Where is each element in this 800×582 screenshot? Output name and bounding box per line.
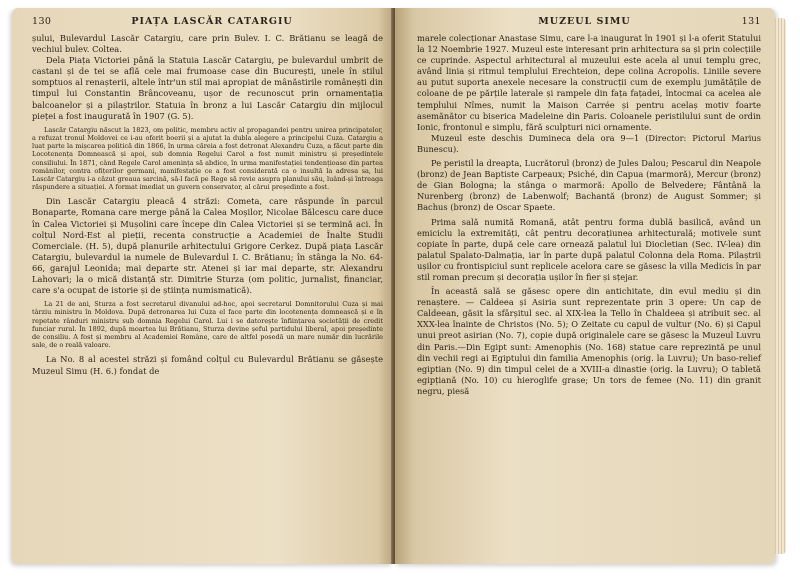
page-edges	[775, 18, 786, 554]
paragraph: La No. 8 al acestei străzi și fomând colțul cu Bulevardul Brătianu se găsește Muzeul Simu (H. 6.) fondat de	[32, 354, 383, 376]
right-page-header	[417, 16, 761, 27]
paragraph: Dela Piața Victoriei până la Statuia Lascăr Catargiu, pe bulevardul umbrit de castani și de tei se află cele mai frumoase case din București, unele în stilul somptuos al renașterii, altele într'un stil mai apropiat de mânăstirile românești din timpul lui Constantin Brâncoveanu, ușor de recunoscut prin ornamentația balcoanelor și a pilaștrilor. Statuia în bronz a lui Lascăr Catargiu din mijlocul pieței a fost inaugurată în 1907 (G. 5).	[32, 55, 383, 121]
footnote-paragraph: La 21 de ani, Sturza a fost secretarul divanului ad-hoc, apoi secretarul Domnitorului Cuza și mai târziu ministru în Moldova. După detronarea lui Cuza el face parte din locotenența domnească și e în repetate rânduri ministru sub domnia Regelui Carol. Lui i se datorește înființarea societății de credit funciar rural. În 1892, după moartea lui Brătianu, Sturza devine șeful partidului liberal, apoi președinte de consiliu. A fost și membru al Academiei Române, care de altfel posedă un mare număr din lucrările sale, de o reală valoare.	[32, 300, 383, 350]
paragraph: În această sală se găsesc opere din antichitate, din evul mediu și din renaștere. — Caldeea și Asiria sunt reprezentate prin 3 opere: Un cap de Caldeean, găsit la sfârșitul sec. al XIX-lea la Tello în Chaldeea și atribuit sec. al XXX-lea înainte de Christos (No. 5); O Zeitate cu capul de vultur (No. 6) și Capul unui preot asirian (No. 7), copie după originalele care se găsesc la Muzeul Luvru din Paris.—Din Egipt sunt: Amenophis (No. 168) statue care reprezintă pe unul din vechii regi ai Egiptului din familia Amenophis (orig. la Luvru); Un baso-relief egiptian (No. 9) din timpul celei de a XVIII-a dinastie (orig. la Luvru); O tabletă egipțiană (No. 10) cu hieroglife grase; Un tors de femee (No. 11) din granit negru, piesă	[417, 286, 761, 396]
left-page-text	[32, 33, 383, 377]
paragraph: Prima sală numită Romană, atât pentru forma dublă basilică, având un emiciclu la extremități, cât pentru decorațiunea arhitecturală; motivele sunt copiate în parte, după cele care ornează palatul lui Diocletian (Sec. IV-lea) din palatul Spalato-Dalmația, iar în parte după palatul Colonna dela Roma. Pilaștrii ușilor cu frontispiciul sunt replicele acelora care se găsesc la villa Medicis în par stil roman precum și decorația ușilor în fier și sțejar.	[417, 216, 761, 282]
paragraph: marele colecționar Anastase Simu, care l-a inaugurat în 1901 și l-a oferit Statului la 12 Noembrie 1927. Muzeul este interesant prin arhitectura sa și prin colecțiile ce cuprinde. Aspectul arhitectural al muzeului este acela al unui templu grec, având linia și ritmul templului Erechteion, depe colina Acropolis. Liniile severe au putut suporta anexele necesare la construcții cum de exemplu jumătățile de coloane de pe părțile laterale și rampele din fața fațadei, întocmai ca acelea ale templului Nîmes, numit la Maison Carrée și pentru acelaș motiv foarte asemănător cu biserica Madeleine din Paris. Coloanele peristilului sunt de ordin Ionic, frontonul e simplu, fără sculpturi nici ornamente.	[417, 33, 761, 132]
header-spacer	[417, 16, 427, 27]
paragraph: Muzeul este deschis Dumineca dela ora 9—1 (Director: Pictorul Marius Bunescu).	[417, 132, 761, 154]
footnote-paragraph: Lascăr Catargiu născut la 1823, om politic, membru activ al propagandei pentru unirea principatelor, a refuzat tronul Moldovei ce i-au oferit boerii și a ajutat la dubla alegere a principelui Cuza. Catargiu a luat parte la mișcarea politică din 1866, în urma căreia a fost detronat Alexandru Cuza, a făcut parte din Locotenența Domnească și apoi, sub domnia Regelui Carol a fost numit ministru și președintele consiliului. În 1871, când Regele Carol amenința să abdice, în urma manifestației tendențioase din partea românilor, contra ofițerilor germani, manifestație ce a fost considerată ca o insultă la adresa sa, lui Lascăr Catargiu i-a căzut greaua sarcină, să-l facă pe Rege să revie asupra planului său, luând-și întreaga răspundere a situației. A format imediat un guvern conservator, al cărui președinte a fost.	[32, 125, 383, 192]
left-page-number: 130	[32, 16, 52, 27]
paragraph: șului, Bulevardul Lascăr Catargiu, care prin Bulev. I. C. Brătianu se leagă de vechiul bulev. Coltea.	[32, 33, 383, 55]
paragraph: Din Lascăr Catargiu pleacă 4 străzi: Cometa, care răspunde în parcul Bonaparte, Romana care merge până la Calea Moșilor, Nicolae Bălcescu care duce în Calea Victoriei și Mușolini care începe din Calea Victoriei și se termină aci. În colțul Nord-Est al pieții, recenta construcție a Academiei de Înalte Studii Comerciale. (H. 5), după planurile arhitectului Grigore Cerkez. După piața Lascăr Catargiu, bulevardul ia numele de Bulevardul I. C. Brătianu; în stânga la No. 64-66, garajul Leonida; mai departe str. Atenei și iar mai departe, str. Alexandru Lahovari; la o mică distanță str. Dimitrie Sturza (om politic, jurnalist, financiar, care s'a ocupat de istorie și de știința numismatică).	[32, 196, 383, 296]
left-running-title: PIAȚA LASCĂR CATARGIU	[131, 16, 293, 27]
header-spacer	[373, 16, 383, 27]
right-page-number: 131	[741, 16, 761, 27]
right-page-text	[417, 33, 761, 397]
left-page	[12, 8, 393, 564]
paragraph: Pe peristil la dreapta, Lucrătorul (bronz) de Jules Dalou; Pescarul din Neapole (bronz) de Jean Baptiste Carpeaux; Psiché, din Capua (marmoră), Mercur (bronz) de Gian Bologna; la stânga o marmoră: Apollo de Belvedere; Fântână la Nurenberg (bronz) de Labenwolf; Bachantă (bronz) de August Sommer; și Bachus (bronz) de Oscar Spaete.	[417, 158, 761, 213]
right-running-title: MUZEUL SIMU	[538, 16, 631, 27]
left-page-header	[32, 16, 383, 27]
open-book	[12, 8, 788, 574]
right-page	[395, 8, 775, 564]
